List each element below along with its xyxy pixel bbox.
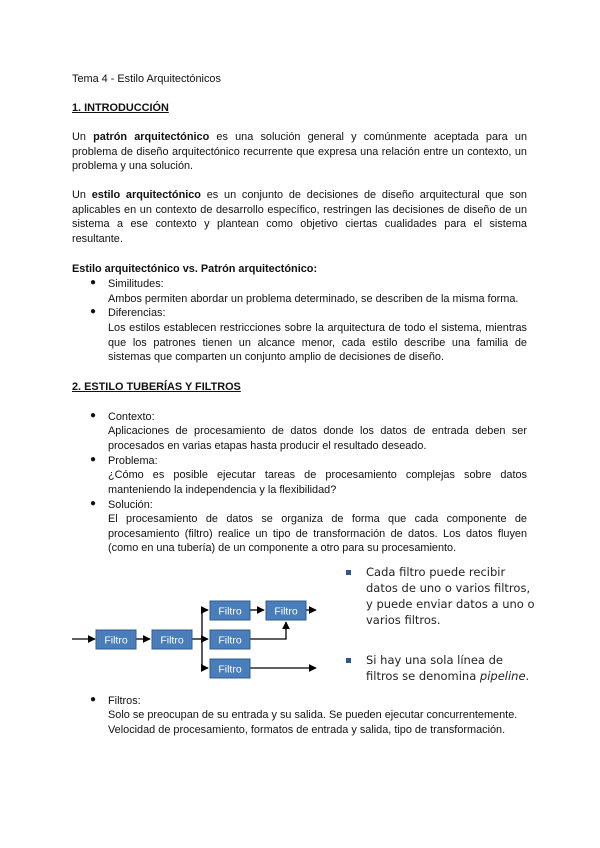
filter-box xyxy=(210,630,250,649)
bullet-dot: ● xyxy=(90,694,97,705)
style-definition-paragraph: Un estilo arquitectónico es un conjunto de decisiones de diseño arquitectural que son aplicables en un contexto de desarrollo específico, restringen las decisiones de diseño de un sistema a ese contexto y plantean como objetivo ciertas cualidades para el sistema resultante. xyxy=(72,189,527,245)
bullet-dot: ● xyxy=(90,454,97,465)
similarities-text: Ambos permiten abordar un problema determinado, se describen de la misma forma. xyxy=(108,293,519,305)
problem-text: ¿Cómo es posible ejecutar tareas de procesamiento complejas sobre datos manteniendo la independencia y la flexibilidad? xyxy=(108,469,527,496)
diagram-note-2: Si hay una sola línea de filtros se denomina pipeline. xyxy=(366,653,530,683)
filter-box xyxy=(210,601,250,620)
context-label: Contexto: xyxy=(108,411,155,423)
svg-text:Filtro: Filtro xyxy=(218,663,242,676)
svg-text:Filtro: Filtro xyxy=(218,634,242,647)
filters-label: Filtros: xyxy=(108,695,141,707)
svg-text:Filtro: Filtro xyxy=(218,605,242,618)
solution-text: El procesamiento de datos se organiza de forma que cada componente de procesamiento (filtro) realice un tipo de transformación de datos. Los datos fluyen (como en una tubería) de un componente a otro para su procesamiento. xyxy=(108,513,527,555)
svg-text:Filtro: Filtro xyxy=(274,605,298,618)
differences-label: Diferencias: xyxy=(108,307,166,319)
bullet-dot: ● xyxy=(90,306,97,317)
note-bullet-icon xyxy=(346,570,351,575)
topic-title: Tema 4 - Estilo Arquitectónicos xyxy=(72,73,221,85)
bullet-dot: ● xyxy=(90,277,97,288)
context-text: Aplicaciones de procesamiento de datos donde los datos de entrada deben ser procesados en varias etapas hasta producir el resultado deseado. xyxy=(108,425,527,452)
pipes-and-filters-diagram xyxy=(72,594,340,690)
merge-arrow xyxy=(250,622,286,639)
section-1-heading: 1. INTRODUCCIÓN xyxy=(72,102,169,114)
problem-label: Problema: xyxy=(108,455,158,467)
bullet-dot: ● xyxy=(90,410,97,421)
filters-text: Solo se preocupan de su entrada y su salida. Se pueden ejecutar concurrentemente. Velocidad de procesamiento, formatos de entrada y salida, tipo de transformación. xyxy=(108,709,518,736)
bullet-dot: ● xyxy=(90,498,97,509)
diagram-note-1: Cada filtro puede recibir datos de uno o varios filtros, y puede enviar datos a uno o varios filtros. xyxy=(366,565,535,627)
pattern-term: patrón arquitectónico xyxy=(93,131,210,143)
comparison-heading: Estilo arquitectónico vs. Patrón arquitectónico: xyxy=(72,263,318,275)
pattern-definition-paragraph: Un patrón arquitectónico es una solución general y comúnmente aceptada para un problema de diseño arquitectónico recurrente que expresa una relación entre un contexto, un problema y una solución. xyxy=(72,131,528,173)
section-2-heading: 2. ESTILO TUBERÍAS Y FILTROS xyxy=(72,381,241,393)
filter-box xyxy=(96,630,136,649)
svg-text:Filtro: Filtro xyxy=(160,634,184,647)
similarities-label: Similitudes: xyxy=(108,278,164,290)
filter-box xyxy=(210,659,250,678)
differences-text: Los estilos establecen restricciones sobre la arquitectura de todo el sistema, mientras que los patrones tienen un alcance menor, cada estilo describe una familia de sistemas que comparten un conjunto amplio de decisiones de diseño. xyxy=(108,322,527,364)
filter-box xyxy=(266,601,306,620)
note-bullet-icon xyxy=(346,658,351,663)
style-term: estilo arquitectónico xyxy=(91,189,201,201)
solution-label: Solución: xyxy=(108,499,153,511)
svg-text:Filtro: Filtro xyxy=(104,634,128,647)
filter-box xyxy=(152,630,192,649)
pipeline-term: pipeline xyxy=(479,669,526,683)
